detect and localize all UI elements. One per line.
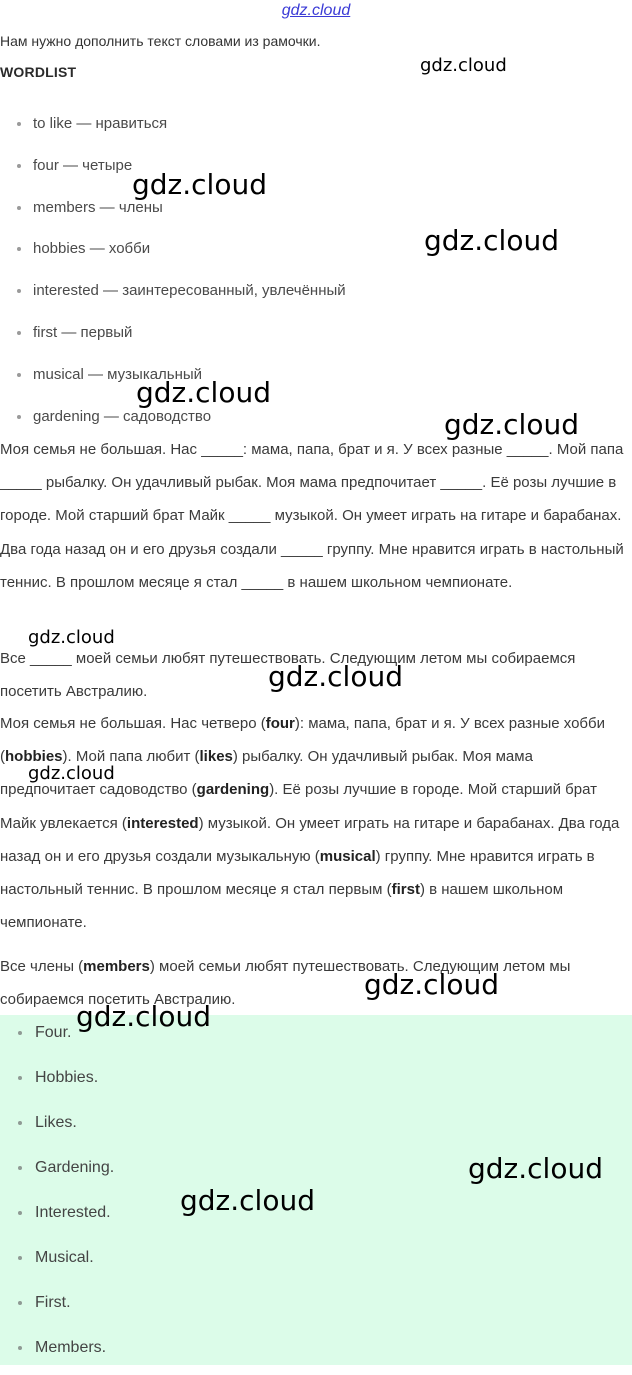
answer-list-item: Hobbies.: [0, 1060, 632, 1105]
wordlist-item: interested — заинтересованный, увлечённый: [0, 270, 346, 312]
answer-list-item: Interested.: [0, 1195, 632, 1240]
answer-list: [0, 1015, 632, 1375]
answer-word: hobbies: [5, 748, 63, 766]
watermark: gdz.cloud: [132, 168, 267, 201]
answer-list-item: Gardening.: [0, 1150, 632, 1195]
answer-word: members: [83, 958, 150, 975]
watermark: gdz.cloud: [180, 1184, 315, 1217]
wordlist-heading: WORDLIST: [0, 64, 77, 80]
task-text-paragraph: Моя семья не большая. Нас _____: мама, папа, брат и я. У всех разные _____. Мой папа _____ рыбалку. Он удачливый рыбак. Моя мама предпочитает _____. Её розы лучшие в городе. Мой старший брат Майк _____ музыкой. Он умеет играть на гитаре и барабанах. Два года назад он и его друзья создали _____ группу. Мне нравится играть в настольный теннис. В прошлом месяце я стал _____ в нашем школьном чемпионате.: [0, 441, 624, 591]
task-instruction: Нам нужно дополнить текст словами из рамочки.: [0, 33, 321, 49]
wordlist-item: four — четыре: [0, 145, 346, 187]
answer-paragraph: Все члены (members) моей семьи любят путешествовать. Следующим летом мы собираемся посетить Австралию.: [0, 958, 571, 1009]
watermark: gdz.cloud: [136, 376, 271, 409]
answer-list-item: Likes.: [0, 1105, 632, 1150]
answer-word: four: [265, 715, 295, 732]
watermark: gdz.cloud: [444, 408, 579, 441]
answer-box: [0, 1015, 632, 1365]
watermark: gdz.cloud: [76, 1000, 211, 1033]
answer-paragraph: Моя семья не большая. Нас четверо (four): мама, папа, брат и я. У всех разные хобби (hobbies). Мой папа любит (likes) рыбалку. Он удачливый рыбак. Моя мама предпочитает садоводство (gardening). Её розы лучшие в городе. Мой старший брат Майк увлекается (interested) музыкой. Он умеет играть на гитаре и барабанах. Два года назад он и его друзья создали музыкальную (musical) группу. Мне нравится играть в настольный теннис. В прошлом месяце я стал первым (first) в нашем школьном чемпионате.: [0, 715, 620, 932]
wordlist-item: to like — нравиться: [0, 103, 346, 145]
watermark: gdz.cloud: [424, 224, 559, 257]
answer-list-item: Members.: [0, 1330, 632, 1375]
answer-list-item: First.: [0, 1285, 632, 1330]
answer-word: gardening: [196, 781, 270, 799]
answer-word: likes: [199, 748, 233, 766]
wordlist-item: gardening — садоводство: [0, 396, 346, 438]
watermark: gdz.cloud: [420, 55, 507, 76]
answer-list-item: Four.: [0, 1015, 632, 1060]
watermark: gdz.cloud: [28, 763, 115, 784]
answer-word: musical: [319, 847, 376, 865]
watermark: gdz.cloud: [28, 627, 115, 648]
watermark: gdz.cloud: [268, 660, 403, 693]
answer-word: interested: [126, 814, 199, 832]
watermark: gdz.cloud: [364, 968, 499, 1001]
answer-list-item: Musical.: [0, 1240, 632, 1285]
site-logo-link[interactable]: gdz.cloud: [281, 2, 351, 19]
wordlist-item: musical — музыкальный: [0, 354, 346, 396]
watermark: gdz.cloud: [468, 1152, 603, 1185]
wordlist-item: first — первый: [0, 312, 346, 354]
wordlist-item: hobbies — хобби: [0, 228, 346, 270]
answer-word: first: [391, 881, 420, 899]
task-text-paragraph: Все _____ моей семьи любят путешествовать. Следующим летом мы собираемся посетить Австралию.: [0, 650, 576, 701]
wordlist-item: members — члены: [0, 187, 346, 229]
